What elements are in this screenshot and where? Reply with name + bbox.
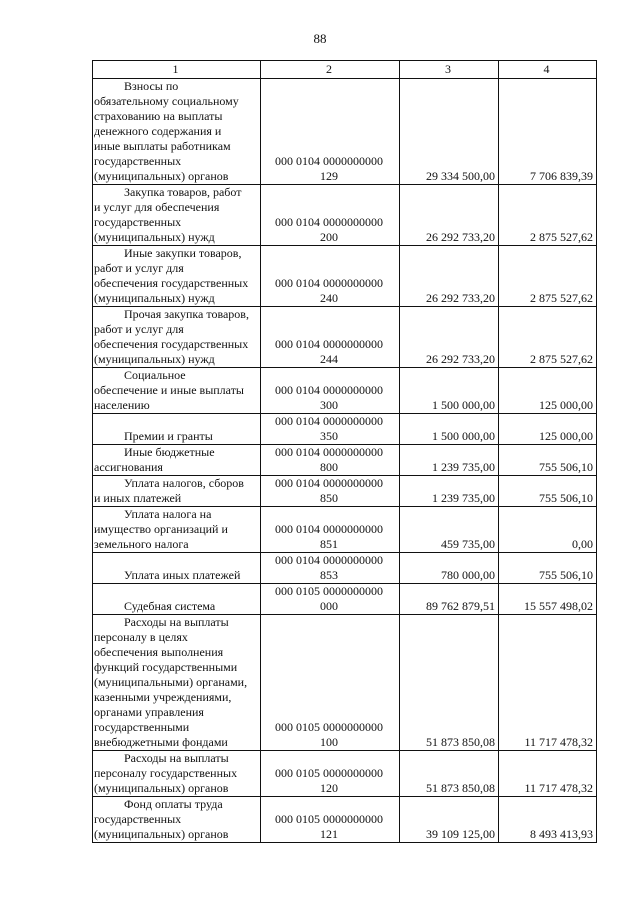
column-header-4: 4 [499,61,597,79]
column-header-2: 2 [261,61,400,79]
table-row [93,751,597,797]
table-row [93,79,597,185]
row-plan-amount-cell: 26 292 733,20 [400,185,499,246]
row-code-cell: 000 0104 0000000000 300 [261,368,400,414]
row-fact-amount-cell: 0,00 [499,507,597,553]
row-name-cell: Иные закупки товаров, работ и услуг для обеспечения государственных (муниципальных) нужд [93,246,261,307]
table-row [93,185,597,246]
table-row [93,414,597,445]
row-fact-amount-cell: 755 506,10 [499,476,597,507]
row-name-cell: Уплата налогов, сборов и иных платежей [93,476,261,507]
row-name-cell: Расходы на выплаты персоналу государственных (муниципальных) органов [93,751,261,797]
row-code-cell: 000 0105 0000000000 120 [261,751,400,797]
row-code-cell: 000 0105 0000000000 100 [261,615,400,751]
row-name-cell: Уплата налога на имущество организаций и земельного налога [93,507,261,553]
row-code-cell: 000 0104 0000000000 244 [261,307,400,368]
row-name-cell: Взносы по обязательному социальному страхованию на выплаты денежного содержания и иные выплаты работникам государственных (муниципальных) органов [93,79,261,185]
table-row [93,584,597,615]
row-name-cell: Закупка товаров, работ и услуг для обеспечения государственных (муниципальных) нужд [93,185,261,246]
row-plan-amount-cell: 459 735,00 [400,507,499,553]
row-plan-amount-cell: 89 762 879,51 [400,584,499,615]
row-fact-amount-cell: 11 717 478,32 [499,751,597,797]
table-row [93,553,597,584]
row-name-cell: Фонд оплаты труда государственных (муниципальных) органов [93,797,261,843]
row-fact-amount-cell: 15 557 498,02 [499,584,597,615]
row-plan-amount-cell: 29 334 500,00 [400,79,499,185]
row-fact-amount-cell: 125 000,00 [499,414,597,445]
row-code-cell: 000 0104 0000000000 129 [261,79,400,185]
row-code-cell: 000 0104 0000000000 350 [261,414,400,445]
row-name-cell: Иные бюджетные ассигнования [93,445,261,476]
row-code-cell: 000 0104 0000000000 850 [261,476,400,507]
row-name-cell: Прочая закупка товаров, работ и услуг для обеспечения государственных (муниципальных) нужд [93,307,261,368]
row-fact-amount-cell: 755 506,10 [499,553,597,584]
row-name-cell: Уплата иных платежей [93,553,261,584]
row-code-cell: 000 0104 0000000000 240 [261,246,400,307]
row-code-cell: 000 0105 0000000000 121 [261,797,400,843]
row-fact-amount-cell: 8 493 413,93 [499,797,597,843]
row-fact-amount-cell: 7 706 839,39 [499,79,597,185]
row-fact-amount-cell: 755 506,10 [499,445,597,476]
table-row [93,507,597,553]
table-row [93,476,597,507]
row-code-cell: 000 0104 0000000000 853 [261,553,400,584]
row-plan-amount-cell: 1 239 735,00 [400,445,499,476]
table-row [93,445,597,476]
row-code-cell: 000 0104 0000000000 800 [261,445,400,476]
column-header-1: 1 [93,61,261,79]
row-fact-amount-cell: 2 875 527,62 [499,307,597,368]
row-plan-amount-cell: 1 500 000,00 [400,368,499,414]
table-row [93,797,597,843]
row-name-cell: Премии и гранты [93,414,261,445]
row-code-cell: 000 0105 0000000000 000 [261,584,400,615]
row-plan-amount-cell: 26 292 733,20 [400,307,499,368]
row-plan-amount-cell: 26 292 733,20 [400,246,499,307]
row-plan-amount-cell: 1 239 735,00 [400,476,499,507]
table-row [93,246,597,307]
row-plan-amount-cell: 39 109 125,00 [400,797,499,843]
table-row [93,368,597,414]
row-fact-amount-cell: 2 875 527,62 [499,185,597,246]
row-name-cell: Судебная система [93,584,261,615]
table-header-row [93,61,597,79]
row-name-cell: Социальное обеспечение и иные выплаты населению [93,368,261,414]
table-body [93,79,597,843]
row-plan-amount-cell: 780 000,00 [400,553,499,584]
row-fact-amount-cell: 11 717 478,32 [499,615,597,751]
row-name-cell: Расходы на выплаты персоналу в целях обеспечения выполнения функций государственными (муниципальными) органами, казенными учреждениями, органами управления государственными внебюджетными фондами [93,615,261,751]
budget-table [92,60,597,843]
row-plan-amount-cell: 1 500 000,00 [400,414,499,445]
row-code-cell: 000 0104 0000000000 200 [261,185,400,246]
column-header-3: 3 [400,61,499,79]
row-fact-amount-cell: 2 875 527,62 [499,246,597,307]
row-plan-amount-cell: 51 873 850,08 [400,615,499,751]
row-code-cell: 000 0104 0000000000 851 [261,507,400,553]
row-fact-amount-cell: 125 000,00 [499,368,597,414]
page-number: 88 [313,31,327,46]
table-row [93,307,597,368]
table-row [93,615,597,751]
row-plan-amount-cell: 51 873 850,08 [400,751,499,797]
